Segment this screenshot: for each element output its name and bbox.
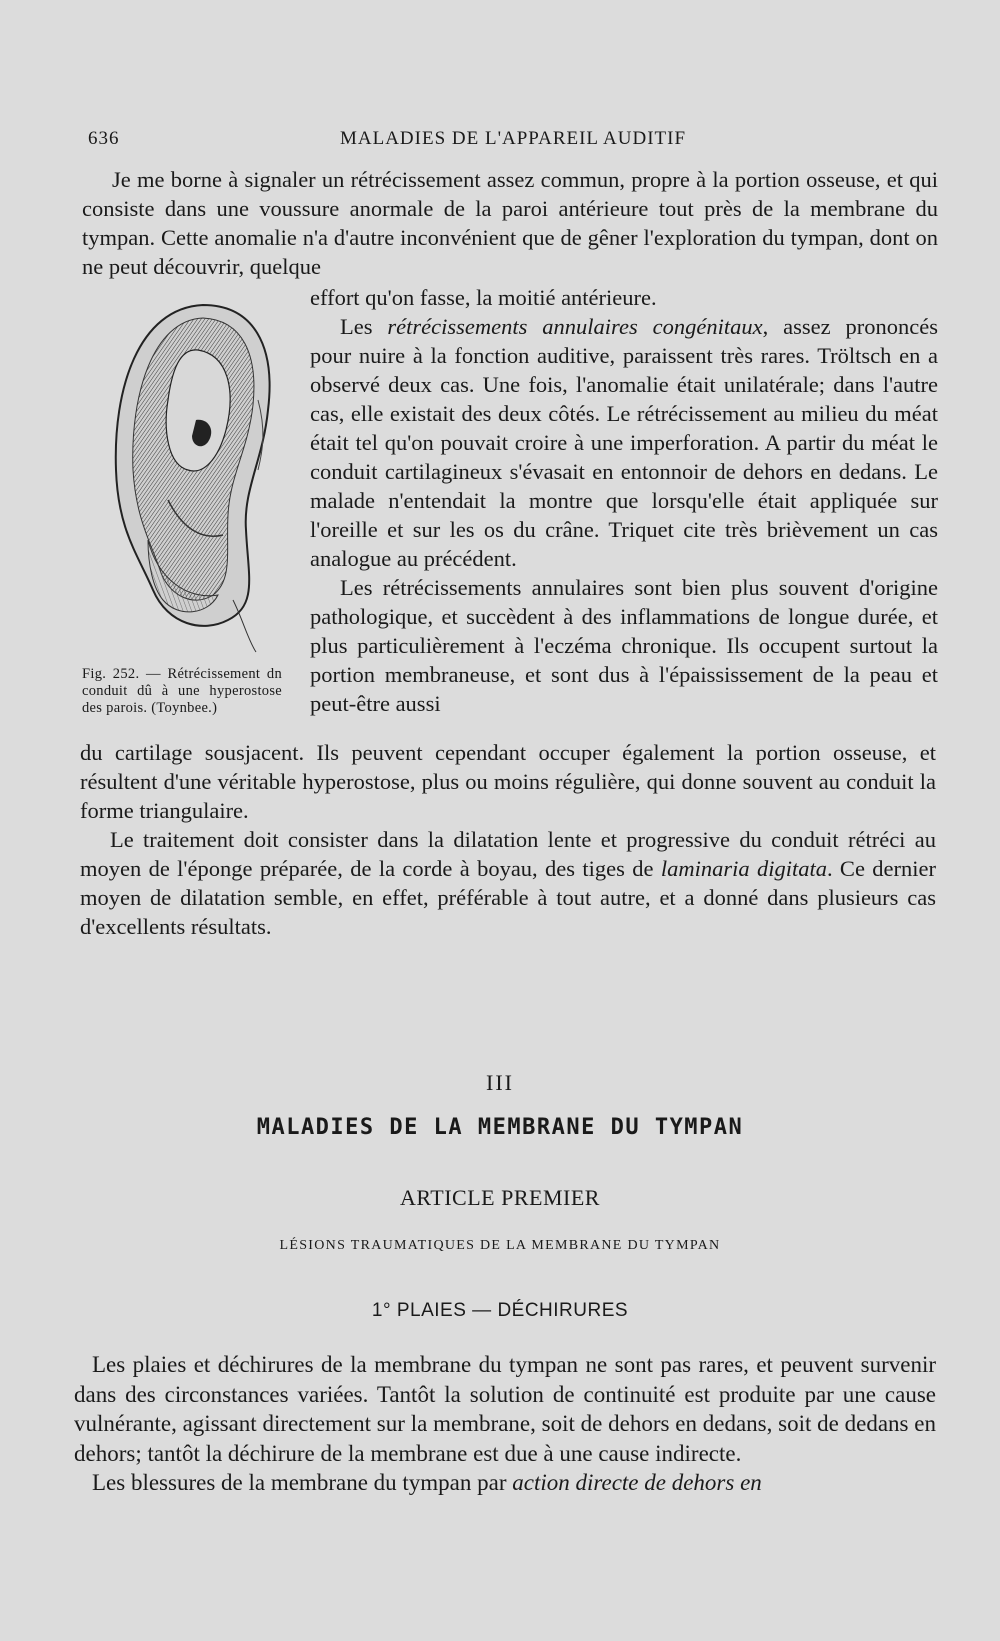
paragraph-4-start: Le traitement doit consister dans la dilatation lente et progressive du conduit rétréci au moyen de l'éponge préparée, de la corde à boyau, des tiges de bbox=[80, 827, 936, 881]
ear-engraving-illustration bbox=[108, 300, 278, 660]
paragraph-5: Les plaies et déchirures de la membrane du tympan ne sont pas rares, et peuvent survenir dans des circonstances variées. Tantôt la solution de continuité est produite par une cause vulnérante, agissant directement sur la membrane, soit de dehors en dedans, soit de dedans en dehors; tantôt la déchirure de la membrane est due à une cause indirecte. bbox=[74, 1352, 936, 1466]
article-title: ARTICLE PREMIER bbox=[400, 1185, 600, 1210]
page-header bbox=[88, 128, 938, 158]
paragraph-6-italic: action directe de dehors en bbox=[512, 1470, 762, 1495]
paragraph-6 bbox=[74, 1468, 936, 1498]
paragraph-4-italic: laminaria digitata bbox=[660, 856, 827, 881]
paragraph-3-wrap: Les rétrécissements annulaires sont bien plus souvent d'origine pathologique, et succèdent à des inflammations de longue durée, et plus particulièrement à l'eczéma chronique. Ils occupent surtout la portion membraneuse, et sont dus à l'épaississement de la peau et peut-être aussi bbox=[310, 575, 938, 716]
paragraph-1: Je me borne à signaler un rétrécissement assez commun, propre à la portion osseuse, et qui consiste dans une voussure anormale de la paroi antérieure tout près de la membrane du tympan. Cette anomalie n'a d'autre inconvénient que de gêner l'exploration du tympan, dont on ne peut découvrir, quelque bbox=[82, 167, 938, 279]
paragraph-2-italic: rétrécissements annulaires congénitaux bbox=[387, 314, 763, 339]
page-number: 636 bbox=[88, 128, 120, 149]
running-title: MALADIES DE L'APPAREIL AUDITIF bbox=[339, 128, 687, 149]
paragraph-2 bbox=[310, 312, 938, 573]
figure-caption: Fig. 252. — Rétrécissement dn conduit dû à une hyperostose des parois. (Toynbee.) bbox=[82, 666, 282, 716]
paragraph-2-start: Les bbox=[340, 314, 388, 339]
paragraph-4-rest: . Ce dernier moyen de dilatation semble, en effet, préférable à tout autre, et a donné dans plusieurs cas d'excellents résultats. bbox=[80, 856, 936, 939]
paragraph-1-end: effort qu'on fasse, la moitié antérieure. bbox=[310, 285, 657, 310]
section-number: III bbox=[486, 1070, 514, 1095]
article-subtitle: LÉSIONS TRAUMATIQUES DE LA MEMBRANE DU TYMPAN bbox=[279, 1238, 721, 1253]
paragraph-4 bbox=[80, 825, 936, 941]
paragraph-6-start: Les blessures de la membrane du tympan par bbox=[92, 1470, 513, 1495]
paragraph-2-rest: , assez prononcés pour nuire à la fonction auditive, paraissent très rares. Tröltsch en a observé deux cas. Une fois, l'anomalie était unilatérale; dans l'autre cas, elle existait des deux côtés. Le rétrécissement au milieu du méat était tel qu'on pouvait croire à une imperforation. A partir du méat le conduit cartilagineux s'évasait en entonnoir de dehors en dedans. Le malade n'entendait la montre que lorsqu'elle était appliquée sur l'oreille et sur les os du crâne. Triquet cite très brièvement un cas analogue au précédent. bbox=[310, 314, 938, 571]
chapter-title: MALADIES DE LA MEMBRANE DU TYMPAN bbox=[256, 1115, 744, 1140]
continuation-block bbox=[80, 738, 936, 941]
subsection-title: 1° PLAIES — DÉCHIRURES bbox=[371, 1300, 629, 1321]
paragraph-3-continued: du cartilage sousjacent. Ils peuvent cependant occuper également la portion osseuse, et résultent d'une véritable hyperostose, plus ou moins régulière, qui donne souvent au conduit la forme triangulaire. bbox=[80, 740, 936, 823]
final-text-block bbox=[74, 1350, 936, 1498]
wrapped-text-block bbox=[310, 283, 938, 718]
opening-paragraph-block bbox=[82, 165, 938, 281]
